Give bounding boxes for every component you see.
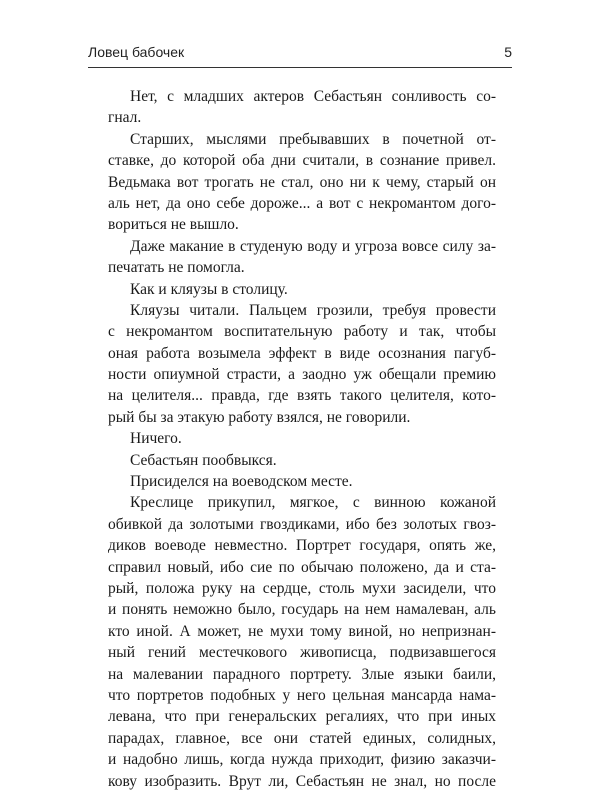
text-line: ности опиумной страсти, а заодно уж обещали премию	[108, 366, 496, 384]
header-rule	[88, 67, 512, 68]
text-line: ный гений местечкового живописца, подвизавшегося	[108, 644, 496, 662]
text-line: Ничего.	[130, 430, 182, 448]
text-line: на малевании парадного портрету. Злые языки баили,	[108, 665, 496, 683]
page-number: 5	[504, 44, 512, 60]
text-line: кову изобразить. Врут ли, Себастьян не знал, но после	[108, 772, 496, 790]
text-line: обивкой да золотыми гвоздиками, ибо без золотых гвоз-	[108, 515, 496, 533]
text-line: Креслице прикупил, мягкое, с винною кожаной	[130, 494, 496, 512]
text-line: что портретов подобных у него цельная мансарда нама-	[108, 686, 496, 704]
text-line: рый бы за этакую работу взялся, не говорили.	[108, 408, 411, 426]
text-line: Даже макание в студеную воду и угроза вовсе силу за-	[130, 237, 496, 255]
text-line: аль нет, да оно себе дороже... а вот с некромантом дого-	[108, 194, 496, 212]
text-line: и надобно лишь, когда нужда приходит, физию заказчи-	[108, 751, 496, 769]
text-line: диков воеводе невместно. Портрет государя, опять же,	[108, 537, 496, 555]
text-line: Присиделся на воеводском месте.	[130, 473, 353, 491]
text-line: Кляузы читали. Пальцем грозили, требуя провести	[130, 301, 496, 319]
text-line: оная работа возымела эффект в виде осознания пагуб-	[108, 344, 496, 362]
text-line: Старших, мыслями пребывавших в почетной от-	[130, 130, 496, 148]
text-line: печатать не помогла.	[108, 259, 245, 277]
text-line: с некромантом воспитательную работу и так, чтобы	[108, 323, 496, 341]
text-line: левана, что при генеральских регалиях, что при иных	[108, 708, 496, 726]
text-line: Как и кляузы в столицу.	[130, 280, 288, 298]
text-line: парадах, главное, все они статей единых, солидных,	[108, 729, 496, 747]
book-title: Ловец бабочек	[88, 44, 185, 60]
text-line: кто иной. А может, не мухи тому виной, но непризнан-	[108, 622, 496, 640]
text-line: вориться не вышло.	[108, 216, 239, 234]
body-text	[108, 86, 496, 792]
text-line: и понять неможно было, государь на нем намалеван, аль	[108, 601, 496, 619]
text-line: Себастьян пообвыкся.	[130, 451, 277, 469]
text-line: справил новый, ибо сие по обычаю положено, да и ста-	[108, 558, 496, 576]
text-line: рый, положа руку на сердце, столь мухи засидели, что	[108, 579, 496, 597]
text-line: ставке, до которой оба дни считали, в сознание привел.	[108, 152, 496, 170]
text-line: Нет, с младших актеров Себастьян сонливость со-	[130, 88, 496, 105]
text-line: Ведьмака вот трогать не стал, оно ни к чему, старый он	[108, 173, 496, 191]
running-header	[88, 44, 512, 64]
text-line: на целителя... правда, где взять такого целителя, кото-	[108, 387, 496, 405]
text-line: гнал.	[108, 109, 142, 127]
